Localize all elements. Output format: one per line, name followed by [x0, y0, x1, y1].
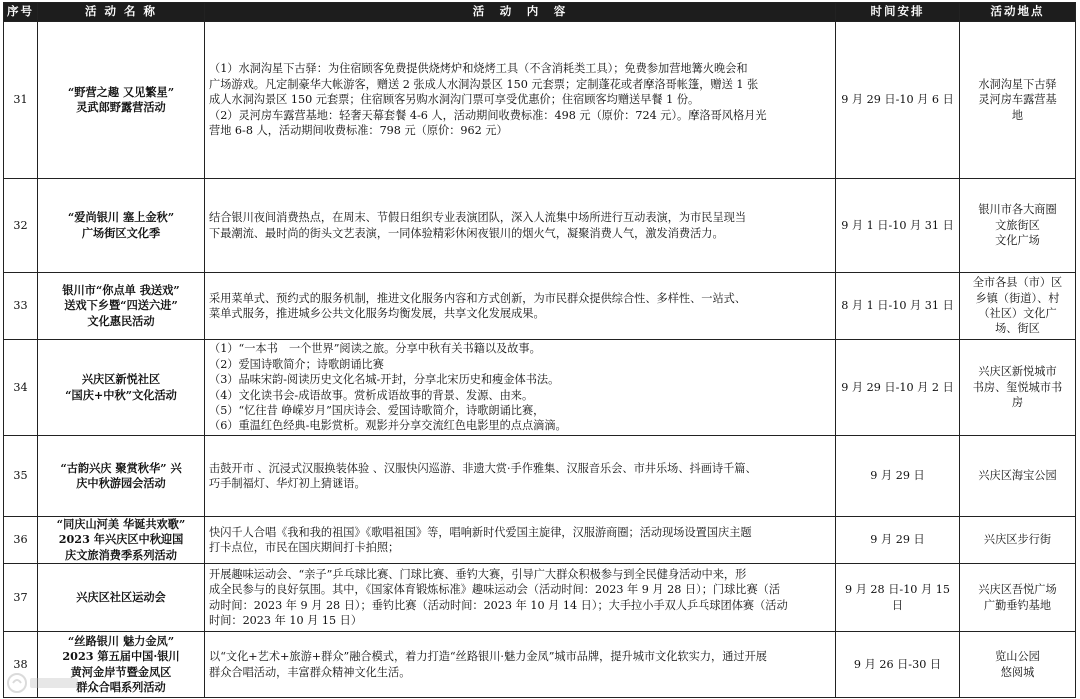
row-number: 33 [4, 273, 38, 340]
activity-location-line: 灵河房车露营基 [978, 93, 1057, 107]
activity-table [3, 2, 1076, 698]
header-location: 活动地点 [960, 3, 1076, 22]
table-row [4, 517, 1076, 564]
activity-time [836, 273, 960, 340]
activity-content-line: 快闪千人合唱《我和我的祖国》《歌唱祖国》等，唱响新时代爱国主旋律，汉服游商圈；活动现场设置国庆主题 [209, 525, 752, 539]
activity-time-line: 9 月 29 日-10 月 6 日 [841, 93, 954, 107]
row-number: 36 [4, 517, 38, 564]
table-row [4, 340, 1076, 436]
activity-location-line: 地 [1011, 108, 1024, 122]
activity-time [836, 436, 960, 517]
activity-content-line: 开展趣味运动会、“亲子”乒乓球比赛、门球比赛、垂钓大赛，引导广大群众积极参与到全民健身活动中来，形 [209, 567, 747, 581]
activity-location-line: 书房、玺悦城市书 [972, 380, 1063, 394]
table-row [4, 179, 1076, 273]
activity-location-line: 兴庆区步行街 [983, 533, 1052, 547]
activity-content-line: 菜单式服务，推进城乡公共文化服务均衡发展，共享文化发展成果。 [209, 307, 545, 320]
row-number: 35 [4, 436, 38, 517]
activity-name-line: “同庆山河美 华诞共欢歌” [56, 517, 186, 531]
activity-content-line: （6）重温红色经典-电影赏析。观影并分享交流红色电影里的点点滴滴。 [209, 419, 567, 433]
activity-name [38, 273, 205, 340]
activity-time-line: 9 月 29 日 [870, 469, 925, 483]
activity-content-line: （2）灵河房车露营基地：轻奢天幕套餐 4-6 人，活动期间收费标准：498 元（原价：724 元）。摩洛哥风格月光 [209, 108, 767, 122]
activity-content [205, 632, 836, 698]
row-number: 31 [4, 22, 38, 179]
activity-location [960, 22, 1076, 179]
activity-time [836, 22, 960, 179]
table-row [4, 22, 1076, 179]
row-number: 37 [4, 564, 38, 632]
activity-location [960, 273, 1076, 340]
header-activity-content: 活 动 内 容 [205, 3, 836, 22]
activity-content-line: 广场游戏。凡定制豪华大帐游客，赠送 2 张成人水洞沟景区 150 元套票；定制蓬花或者摩洛哥帐篷，赠送 1 张 [209, 77, 759, 91]
activity-location [960, 179, 1076, 273]
activity-content-line: （4）文化读书会-成语故事。赏析成语故事的背景、发源、由来。 [209, 388, 534, 402]
activity-content [205, 22, 836, 179]
activity-location-line: 兴庆区新悦城市 [978, 365, 1057, 379]
activity-name-line: 兴庆区社区运动会 [76, 590, 166, 605]
activity-location-line: 文化广场 [995, 234, 1040, 248]
activity-content-line: 采用菜单式、预约式的服务机制，推进文化服务内容和方式创新，为市民群众提供综合性、多样性、一站式、 [209, 291, 747, 305]
activity-name-line: “丝路银川 魅力金凤” [67, 633, 175, 648]
row-number: 38 [4, 632, 38, 698]
activity-location [960, 436, 1076, 517]
activity-name-line: 庆文旅消费季系列活动 [65, 547, 177, 562]
activity-time [836, 632, 960, 698]
activity-name-line: 银川市“你点单 我送戏” [62, 282, 180, 297]
activity-content [205, 273, 836, 340]
activity-location-line: 水洞沟星下古驿 [978, 77, 1057, 91]
activity-content-line: 打卡点位，市民在国庆期间打卡拍照； [209, 541, 400, 555]
activity-name [38, 564, 205, 632]
activity-time [836, 179, 960, 273]
activity-location [960, 517, 1076, 564]
activity-content-line: 结合银川夜间消费热点，在周末、节假日组织专业表演团队，深入人流集中场所进行互动表演，为市民呈现当 [209, 211, 747, 225]
activity-name-line: “野营之趣 又见繁星” [67, 84, 175, 99]
activity-content-line: 时间：2023 年 10 月 15 日） [209, 614, 363, 628]
activity-name-line: “国庆+中秋”文化活动 [65, 387, 177, 402]
activity-time [836, 517, 960, 564]
activity-name [38, 340, 205, 436]
activity-name-line: 文化惠民活动 [87, 313, 155, 328]
activity-content [205, 564, 836, 632]
activity-time [836, 564, 960, 632]
table-row [4, 632, 1076, 698]
activity-location-line: 兴庆区海宝公园 [978, 469, 1057, 483]
activity-location-line: 房 [1011, 396, 1024, 410]
activity-name-line: 2023 第五届中国·银川 [62, 649, 180, 664]
table-row [4, 436, 1076, 517]
row-number: 34 [4, 340, 38, 436]
table-row [4, 273, 1076, 340]
activity-name-line: “古韵兴庆 聚赏秋华” 兴 [60, 460, 182, 475]
activity-content-line: 群众合唱活动，丰富群众精神文化生活。 [209, 665, 411, 679]
activity-name [38, 22, 205, 179]
activity-location-line: 全市各县（市）区 [972, 276, 1063, 290]
activity-name-line: “爱尚银川 塞上金秋” [67, 210, 175, 225]
activity-location-line: （社区）文化广 [978, 307, 1057, 320]
activity-time-line: 9 月 29 日-10 月 2 日 [841, 380, 954, 394]
activity-time [836, 340, 960, 436]
activity-content [205, 340, 836, 436]
watermark-logo-icon [6, 672, 86, 694]
activity-name-line: 2023 年兴庆区中秋迎国 [58, 532, 184, 547]
activity-content-line: （5）“忆往昔 峥嵘岁月”国庆诗会、爱国诗歌简介，诗歌朗诵比赛， [209, 403, 545, 417]
header-schedule: 时间安排 [836, 3, 960, 22]
activity-content [205, 179, 836, 273]
header-activity-name: 活 动 名 称 [38, 3, 205, 22]
table-row [4, 564, 1076, 632]
activity-location [960, 632, 1076, 698]
activity-content-line: 巧手制福灯、华灯初上猜谜语。 [209, 477, 366, 490]
activity-content-line: 成全民参与的良好氛围。其中，《国家体育锻炼标准》趣味运动会（活动时间：2023 年 9 月 28 日）；门球比赛（活 [209, 583, 781, 597]
activity-name-line: 群众合唱系列活动 [76, 680, 166, 695]
activity-content-line: 击鼓开市 、沉浸式汉服换装体验 、汉服快闪巡游、非遗大赏·手作雅集、汉服音乐会、市井乐场、抖画诗千篇、 [209, 461, 757, 475]
activity-time-line: 8 月 1 日-10 月 31 日 [841, 299, 954, 313]
activity-content-line: （1）“一本书 一个世界”阅读之旅。分享中秋有关书籍以及故事。 [209, 342, 541, 356]
activity-name-line: 庆中秋游园会活动 [76, 476, 166, 490]
activity-content-line: 以“文化+艺术+旅游+群众”融合模式，着力打造“丝路银川·魅力金凤”城市品牌，提升城市文化软实力，通过开展 [209, 650, 767, 664]
activity-content-line: （1）水洞沟星下古驿：为住宿顾客免费提供烧烤炉和烧烤工具（不含消耗类工具）；免费参加营地篝火晚会和 [209, 62, 748, 76]
activity-location [960, 564, 1076, 632]
row-number: 32 [4, 179, 38, 273]
activity-time-line: 9 月 26 日-30 日 [853, 658, 942, 672]
activity-location-line: 乡镇（街道）、村 [975, 291, 1060, 305]
activity-content-line: （2）爱国诗歌简介；诗歌朗诵比赛 [209, 357, 384, 371]
activity-name [38, 517, 205, 564]
activity-time-line: 9 月 29 日 [870, 533, 925, 547]
table-header-row [4, 3, 1076, 22]
activity-content [205, 517, 836, 564]
activity-name-line: 广场街区文化季 [81, 225, 161, 240]
header-number: 序号 [4, 3, 38, 22]
activity-name-line: 黄河金岸节暨金凤区 [70, 664, 172, 679]
activity-name-line: 送戏下乡暨“四送六进” [64, 298, 178, 313]
activity-name [38, 436, 205, 517]
activity-name [38, 179, 205, 273]
activity-location-line: 览山公园 [995, 650, 1040, 664]
activity-name-line: 灵武郎野露营活动 [76, 100, 166, 114]
activity-content-line: 下最潮流、最时尚的街头文艺表演，一同体验精彩休闲夜银川的烟火气，凝聚消费人气，激发消费活力。 [209, 226, 724, 240]
table-body [4, 22, 1076, 698]
activity-content-line: 动时间：2023 年 9 月 28 日）；垂钓比赛（活动时间：2023 年 10 月 14 日）；大手拉小手双人乒乓球团体赛（活动 [209, 598, 788, 612]
activity-name-line: 兴庆区新悦社区 [81, 372, 161, 387]
activity-location-line: 银川市各大商圈 [978, 203, 1057, 217]
activity-content [205, 436, 836, 517]
activity-location-line: 文旅街区 [995, 218, 1040, 232]
activity-location [960, 340, 1076, 436]
activity-location-line: 场、街区 [995, 322, 1040, 336]
activity-location-line: 广勤垂钓基地 [983, 598, 1052, 612]
activity-time-line: 9 月 28 日-10 月 15 [845, 583, 950, 597]
activity-content-line: （3）品味宋韵-阅读历史文化名城-开封，分享北宋历史和瘦金体书法。 [209, 373, 560, 387]
activity-location-line: 悠阅城 [1000, 665, 1035, 679]
activity-content-line: 营地 6-8 人，活动期间收费标准：798 元（原价：962 元） [209, 124, 508, 138]
activity-time-line: 9 月 1 日-10 月 31 日 [841, 218, 954, 232]
activity-time-line: 日 [891, 598, 904, 612]
activity-content-line: 成人水洞沟景区 150 元套票；住宿顾客另购水洞沟门票可享受优惠价；住宿顾客均赠送早餐 1 份。 [209, 93, 700, 107]
activity-location-line: 兴庆区吾悦广场 [978, 583, 1057, 597]
